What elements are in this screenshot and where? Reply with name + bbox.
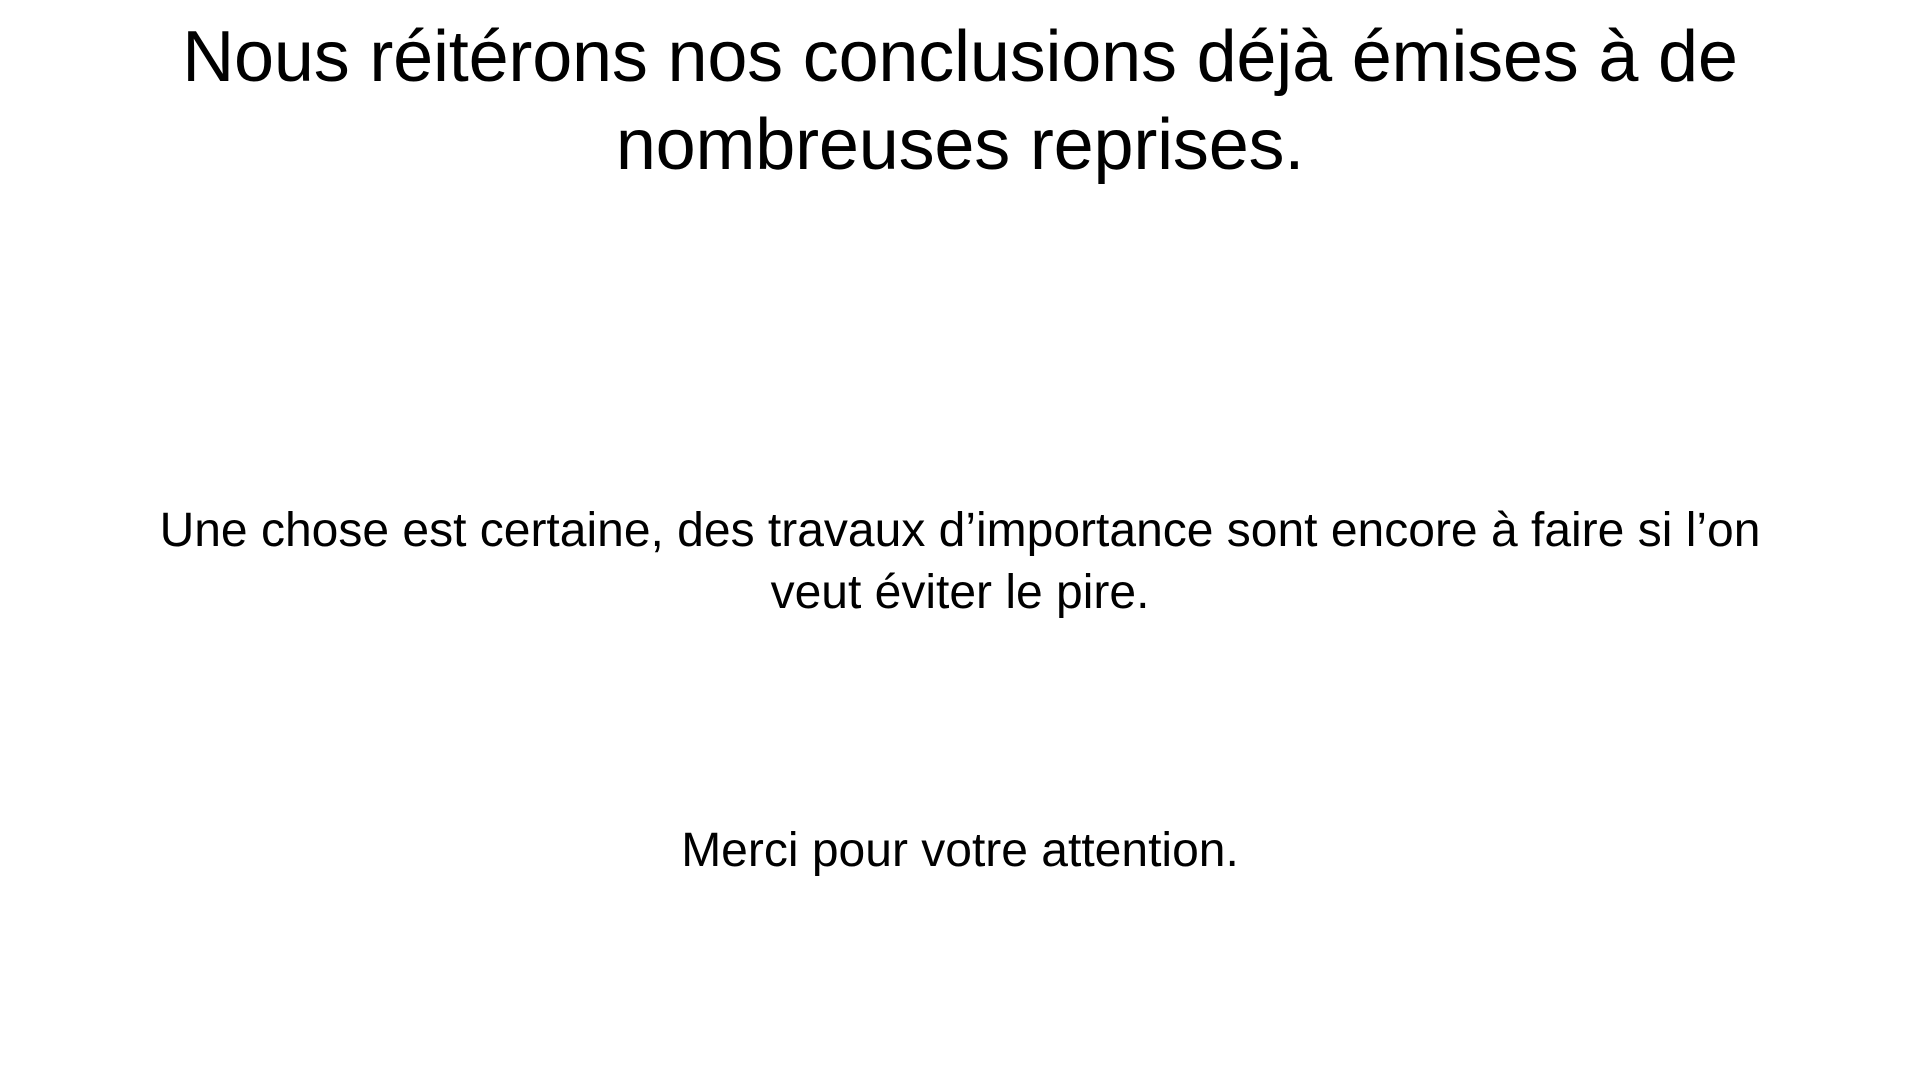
slide-title: Nous réitérons nos conclusions déjà émises à de nombreuses reprises. (182, 17, 1738, 185)
slide-body-paragraph-1: Une chose est certaine, des travaux d’importance sont encore à faire si l’on veut éviter le pire. (159, 504, 1761, 620)
slide-body-paragraph-2: Merci pour votre attention. (681, 824, 1239, 877)
